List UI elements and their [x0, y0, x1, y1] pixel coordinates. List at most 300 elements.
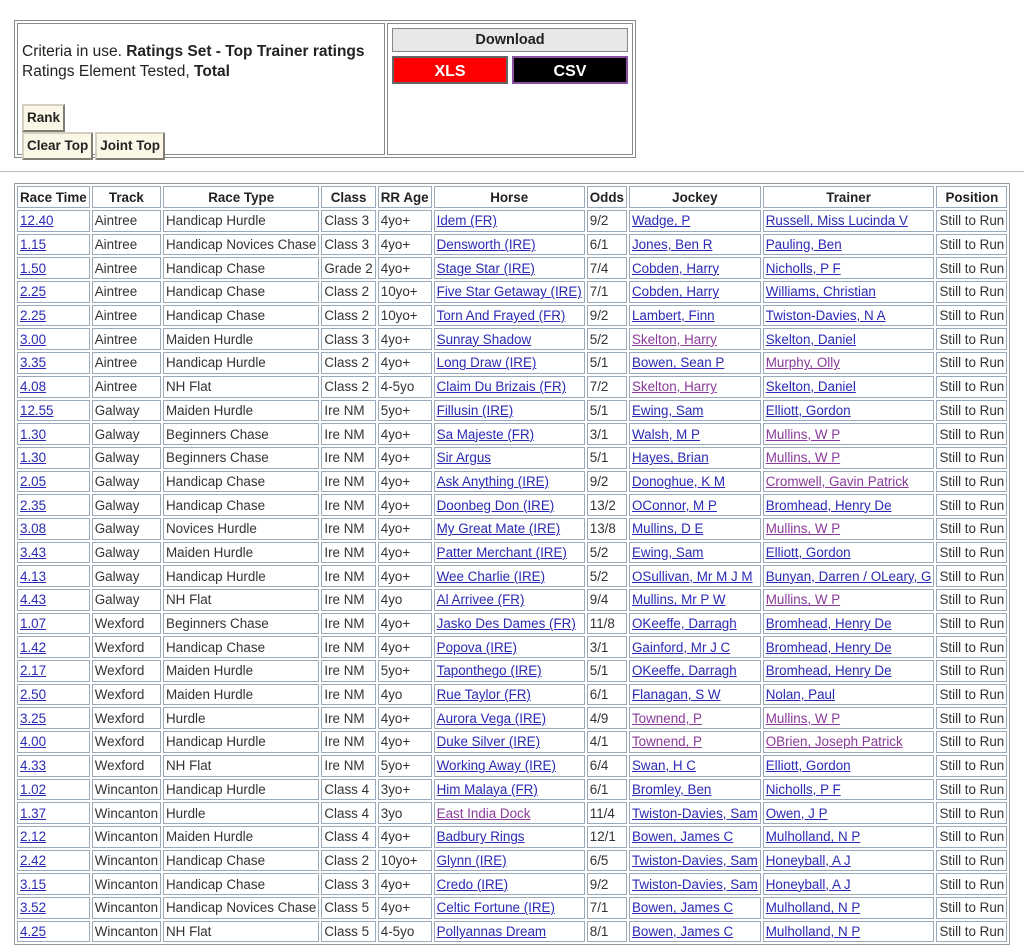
jockey-link[interactable]: Walsh, M P: [631, 426, 700, 442]
class-cell: Ire NM: [321, 471, 375, 493]
race-time-link[interactable]: 4.00: [20, 734, 47, 750]
rr-age-cell: 4yo+: [378, 897, 432, 919]
race-type-cell: Handicap Chase: [163, 305, 319, 327]
track-cell: Aintree: [92, 352, 161, 374]
class-cell: Ire NM: [321, 613, 375, 635]
element-prefix: Ratings Element Tested,: [22, 63, 195, 80]
ratings-set: Ratings Set - Top Trainer ratings: [126, 43, 365, 60]
trainer-link[interactable]: Mulholland, N P: [765, 923, 861, 939]
trainer-link[interactable]: Mullins, W P: [765, 592, 841, 608]
jockey-link[interactable]: Skelton, Harry: [631, 379, 717, 395]
race-time-link[interactable]: 2.35: [20, 497, 47, 513]
horse-link[interactable]: Badbury Rings: [436, 829, 525, 845]
jockey-link[interactable]: Bowen, James C: [631, 900, 734, 916]
odds-cell: 5/2: [587, 565, 627, 587]
class-cell: Class 5: [321, 897, 375, 919]
trainer-cell: [763, 447, 935, 469]
horse-cell: [434, 447, 585, 469]
trainer-link[interactable]: Twiston-Davies, N A: [765, 308, 886, 324]
track-cell: Aintree: [92, 234, 161, 256]
trainer-link[interactable]: Cromwell, Gavin Patrick: [765, 473, 909, 489]
jockey-cell: [629, 755, 761, 777]
position-cell: Still to Run: [936, 328, 1007, 350]
horse-link[interactable]: Credo (IRE): [436, 876, 509, 892]
time-cell: [17, 826, 90, 848]
trainer-link[interactable]: Bromhead, Henry De: [765, 616, 892, 632]
horse-link[interactable]: Torn And Frayed (FR): [436, 308, 566, 324]
position-cell: Still to Run: [936, 826, 1007, 848]
trainer-link[interactable]: Skelton, Daniel: [765, 379, 856, 395]
header-jockey[interactable]: Jockey: [629, 186, 761, 208]
trainer-link[interactable]: Mullins, W P: [765, 521, 841, 537]
jockey-link[interactable]: Bromley, Ben: [631, 781, 712, 797]
element-value: Total: [194, 63, 230, 80]
xls-button[interactable]: XLS: [392, 56, 508, 84]
horse-link[interactable]: Jasko Des Dames (FR): [436, 616, 576, 632]
horse-link[interactable]: Popova (IRE): [436, 639, 518, 655]
horse-link[interactable]: Aurora Vega (IRE): [436, 710, 547, 726]
jockey-link[interactable]: Skelton, Harry: [631, 331, 717, 347]
race-time-link[interactable]: 4.33: [20, 758, 47, 774]
class-cell: Ire NM: [321, 707, 375, 729]
race-time-link[interactable]: 2.25: [20, 308, 47, 324]
track-cell: Wincanton: [92, 802, 161, 824]
class-cell: Class 2: [321, 352, 375, 374]
class-cell: Ire NM: [321, 684, 375, 706]
jockey-link[interactable]: Bowen, James C: [631, 829, 734, 845]
horse-link[interactable]: Al Arrivee (FR): [436, 592, 525, 608]
track-cell: Galway: [92, 589, 161, 611]
trainer-cell: [763, 660, 935, 682]
odds-cell: 9/2: [587, 873, 627, 895]
jockey-cell: [629, 897, 761, 919]
table-row: [17, 850, 1007, 872]
jockey-link[interactable]: Mullins, Mr P W: [631, 592, 726, 608]
class-cell: Ire NM: [321, 589, 375, 611]
race-time-link[interactable]: 2.42: [20, 852, 47, 868]
jockey-link[interactable]: Hayes, Brian: [631, 450, 709, 466]
odds-cell: 11/4: [587, 802, 627, 824]
time-cell: [17, 921, 90, 943]
race-time-link[interactable]: 4.08: [20, 379, 47, 395]
horse-link[interactable]: Long Draw (IRE): [436, 355, 537, 371]
time-cell: [17, 660, 90, 682]
table-row: [17, 328, 1007, 350]
rank-button[interactable]: Rank: [22, 104, 65, 132]
trainer-link[interactable]: Williams, Christian: [765, 284, 876, 300]
race-type-cell: Handicap Chase: [163, 281, 319, 303]
rr-age-cell: 4yo: [378, 684, 432, 706]
header-track[interactable]: Track: [92, 186, 161, 208]
horse-cell: [434, 873, 585, 895]
rr-age-cell: 5yo+: [378, 400, 432, 422]
download-buttons: [392, 56, 628, 84]
class-cell: Class 5: [321, 921, 375, 943]
header-race-type[interactable]: Race Type: [163, 186, 319, 208]
header-race-time[interactable]: Race Time: [17, 186, 90, 208]
jockey-link[interactable]: Bowen, Sean P: [631, 355, 725, 371]
jockey-cell: [629, 376, 761, 398]
jockey-cell: [629, 518, 761, 540]
jockey-link[interactable]: Twiston-Davies, Sam: [631, 805, 758, 821]
horse-cell: [434, 850, 585, 872]
jockey-cell: [629, 423, 761, 445]
jockey-link[interactable]: Gainford, Mr J C: [631, 639, 731, 655]
table-row: [17, 518, 1007, 540]
horse-cell: [434, 328, 585, 350]
trainer-link[interactable]: Bunyan, Darren / OLeary, G: [765, 568, 932, 584]
trainer-link[interactable]: OBrien, Joseph Patrick: [765, 734, 903, 750]
class-cell: Ire NM: [321, 636, 375, 658]
trainer-cell: [763, 542, 935, 564]
rr-age-cell: 4yo+: [378, 210, 432, 232]
time-cell: [17, 376, 90, 398]
track-cell: Wincanton: [92, 873, 161, 895]
jockey-cell: [629, 779, 761, 801]
time-cell: [17, 707, 90, 729]
jockey-link[interactable]: Mullins, D E: [631, 521, 704, 537]
class-cell: Ire NM: [321, 518, 375, 540]
track-cell: Aintree: [92, 257, 161, 279]
odds-cell: 13/2: [587, 494, 627, 516]
time-cell: [17, 400, 90, 422]
track-cell: Wexford: [92, 660, 161, 682]
class-cell: Class 2: [321, 376, 375, 398]
horse-link[interactable]: Fillusin (IRE): [436, 402, 514, 418]
horse-cell: [434, 636, 585, 658]
odds-cell: 3/1: [587, 636, 627, 658]
horse-link[interactable]: Five Star Getaway (IRE): [436, 284, 582, 300]
trainer-link[interactable]: Elliott, Gordon: [765, 544, 851, 560]
horse-link[interactable]: Him Malaya (FR): [436, 781, 538, 797]
race-time-link[interactable]: 2.50: [20, 687, 47, 703]
trainer-link[interactable]: Murphy, Olly: [765, 355, 840, 371]
race-time-link[interactable]: 4.13: [20, 568, 47, 584]
horse-link[interactable]: Glynn (IRE): [436, 852, 507, 868]
horse-link[interactable]: Celtic Fortune (IRE): [436, 900, 555, 916]
trainer-link[interactable]: Skelton, Daniel: [765, 331, 856, 347]
trainer-cell: [763, 873, 935, 895]
horse-link[interactable]: Working Away (IRE): [436, 758, 556, 774]
time-cell: [17, 423, 90, 445]
trainer-link[interactable]: Bromhead, Henry De: [765, 663, 892, 679]
race-time-link[interactable]: 1.37: [20, 805, 47, 821]
trainer-link[interactable]: Nolan, Paul: [765, 687, 835, 703]
track-cell: Galway: [92, 494, 161, 516]
rr-age-cell: 4yo+: [378, 423, 432, 445]
table-row: [17, 826, 1007, 848]
jockey-link[interactable]: OKeeffe, Darragh: [631, 663, 737, 679]
jockey-link[interactable]: Donoghue, K M: [631, 473, 726, 489]
trainer-link[interactable]: Honeyball, A J: [765, 876, 851, 892]
header-trainer[interactable]: Trainer: [763, 186, 935, 208]
class-cell: Ire NM: [321, 400, 375, 422]
table-row: [17, 707, 1007, 729]
race-type-cell: Handicap Chase: [163, 257, 319, 279]
track-cell: Aintree: [92, 376, 161, 398]
race-time-link[interactable]: 12.55: [20, 402, 54, 418]
odds-cell: 9/2: [587, 471, 627, 493]
jockey-link[interactable]: Bowen, James C: [631, 923, 734, 939]
jockey-link[interactable]: Twiston-Davies, Sam: [631, 876, 758, 892]
class-cell: Ire NM: [321, 494, 375, 516]
rr-age-cell: 4yo+: [378, 518, 432, 540]
race-time-link[interactable]: 1.15: [20, 237, 47, 253]
race-time-link[interactable]: 3.52: [20, 900, 47, 916]
track-cell: Galway: [92, 518, 161, 540]
odds-cell: 7/4: [587, 257, 627, 279]
horse-link[interactable]: Densworth (IRE): [436, 237, 536, 253]
race-time-link[interactable]: 1.02: [20, 781, 47, 797]
race-type-cell: Handicap Chase: [163, 850, 319, 872]
trainer-link[interactable]: Mullins, W P: [765, 450, 841, 466]
jockey-link[interactable]: Swan, H C: [631, 758, 696, 774]
jockey-link[interactable]: OKeeffe, Darragh: [631, 616, 737, 632]
race-type-cell: Hurdle: [163, 802, 319, 824]
rr-age-cell: 4yo+: [378, 707, 432, 729]
horse-link[interactable]: Sir Argus: [436, 450, 491, 466]
horse-cell: [434, 281, 585, 303]
race-time-link[interactable]: 1.07: [20, 616, 47, 632]
race-time-link[interactable]: 4.25: [20, 923, 47, 939]
track-cell: Wexford: [92, 636, 161, 658]
jockey-cell: [629, 281, 761, 303]
class-cell: Class 2: [321, 281, 375, 303]
jockey-cell: [629, 494, 761, 516]
horse-link[interactable]: Ask Anything (IRE): [436, 473, 550, 489]
trainer-cell: [763, 376, 935, 398]
jockey-cell: [629, 305, 761, 327]
time-cell: [17, 779, 90, 801]
trainer-link[interactable]: Bromhead, Henry De: [765, 497, 892, 513]
jockey-link[interactable]: Cobden, Harry: [631, 260, 720, 276]
trainer-link[interactable]: Elliott, Gordon: [765, 758, 851, 774]
trainer-cell: [763, 613, 935, 635]
horse-link[interactable]: East India Dock: [436, 805, 531, 821]
race-type-cell: Handicap Hurdle: [163, 210, 319, 232]
time-cell: [17, 471, 90, 493]
jockey-cell: [629, 565, 761, 587]
jockey-cell: [629, 447, 761, 469]
header-horse[interactable]: Horse: [434, 186, 585, 208]
race-time-link[interactable]: 1.50: [20, 260, 47, 276]
time-cell: [17, 850, 90, 872]
horse-link[interactable]: My Great Mate (IRE): [436, 521, 561, 537]
rr-age-cell: 3yo+: [378, 779, 432, 801]
track-cell: Wexford: [92, 707, 161, 729]
jockey-cell: [629, 257, 761, 279]
jockey-link[interactable]: Townend, P: [631, 734, 702, 750]
trainer-link[interactable]: Mullins, W P: [765, 710, 841, 726]
trainer-cell: [763, 921, 935, 943]
position-cell: Still to Run: [936, 684, 1007, 706]
class-cell: Class 3: [321, 873, 375, 895]
horse-link[interactable]: Wee Charlie (IRE): [436, 568, 546, 584]
table-row: [17, 494, 1007, 516]
race-time-link[interactable]: 3.15: [20, 876, 47, 892]
joint-top-button[interactable]: Joint Top: [95, 132, 165, 160]
criteria-prefix: Criteria in use.: [22, 43, 127, 60]
header-position[interactable]: Position: [936, 186, 1007, 208]
horse-link[interactable]: Stage Star (IRE): [436, 260, 535, 276]
time-cell: [17, 210, 90, 232]
odds-cell: 4/9: [587, 707, 627, 729]
odds-cell: 6/5: [587, 850, 627, 872]
table-row: [17, 660, 1007, 682]
odds-cell: 5/1: [587, 352, 627, 374]
horse-cell: [434, 376, 585, 398]
horse-cell: [434, 684, 585, 706]
race-time-link[interactable]: 2.17: [20, 663, 47, 679]
horse-cell: [434, 731, 585, 753]
trainer-link[interactable]: Russell, Miss Lucinda V: [765, 213, 908, 229]
race-type-cell: Maiden Hurdle: [163, 542, 319, 564]
position-cell: Still to Run: [936, 897, 1007, 919]
csv-button[interactable]: CSV: [512, 56, 628, 84]
race-time-link[interactable]: 4.43: [20, 592, 47, 608]
jockey-cell: [629, 636, 761, 658]
trainer-link[interactable]: Honeyball, A J: [765, 852, 851, 868]
race-time-link[interactable]: 3.08: [20, 521, 47, 537]
position-cell: Still to Run: [936, 755, 1007, 777]
trainer-link[interactable]: Mulholland, N P: [765, 900, 861, 916]
jockey-link[interactable]: Ewing, Sam: [631, 544, 704, 560]
race-time-link[interactable]: 3.00: [20, 331, 47, 347]
trainer-link[interactable]: Mullins, W P: [765, 426, 841, 442]
divider: [0, 171, 1024, 172]
horse-link[interactable]: Sa Majeste (FR): [436, 426, 535, 442]
race-time-link[interactable]: 1.42: [20, 639, 47, 655]
class-cell: Class 3: [321, 328, 375, 350]
trainer-link[interactable]: Nicholls, P F: [765, 781, 841, 797]
position-cell: Still to Run: [936, 423, 1007, 445]
trainer-cell: [763, 684, 935, 706]
jockey-link[interactable]: Wadge, P: [631, 213, 691, 229]
trainer-cell: [763, 731, 935, 753]
odds-cell: 6/4: [587, 755, 627, 777]
jockey-cell: [629, 731, 761, 753]
jockey-link[interactable]: Ewing, Sam: [631, 402, 704, 418]
horse-link[interactable]: Duke Silver (IRE): [436, 734, 541, 750]
position-cell: Still to Run: [936, 447, 1007, 469]
track-cell: Aintree: [92, 210, 161, 232]
table-row: [17, 636, 1007, 658]
trainer-cell: [763, 210, 935, 232]
clear-top-button[interactable]: Clear Top: [22, 132, 93, 160]
race-type-cell: NH Flat: [163, 589, 319, 611]
race-time-link[interactable]: 2.05: [20, 473, 47, 489]
header-odds[interactable]: Odds: [587, 186, 627, 208]
jockey-link[interactable]: OSullivan, Mr M J M: [631, 568, 753, 584]
trainer-cell: [763, 352, 935, 374]
horse-link[interactable]: Idem (FR): [436, 213, 497, 229]
time-cell: [17, 565, 90, 587]
race-time-link[interactable]: 12.40: [20, 213, 54, 229]
position-cell: Still to Run: [936, 921, 1007, 943]
jockey-cell: [629, 802, 761, 824]
horse-link[interactable]: Patter Merchant (IRE): [436, 544, 567, 560]
race-time-link[interactable]: 2.12: [20, 829, 47, 845]
track-cell: Wexford: [92, 731, 161, 753]
rr-age-cell: 4yo+: [378, 826, 432, 848]
rr-age-cell: 3yo: [378, 802, 432, 824]
trainer-link[interactable]: Bromhead, Henry De: [765, 639, 892, 655]
trainer-link[interactable]: Pauling, Ben: [765, 237, 842, 253]
horse-link[interactable]: Rue Taylor (FR): [436, 687, 531, 703]
race-type-cell: Maiden Hurdle: [163, 328, 319, 350]
class-cell: Class 2: [321, 305, 375, 327]
horse-cell: [434, 471, 585, 493]
jockey-cell: [629, 613, 761, 635]
track-cell: Aintree: [92, 281, 161, 303]
trainer-link[interactable]: Owen, J P: [765, 805, 828, 821]
horse-link[interactable]: Taponthego (IRE): [436, 663, 542, 679]
race-time-link[interactable]: 3.35: [20, 355, 47, 371]
header-rr-age[interactable]: RR Age: [378, 186, 432, 208]
horse-link[interactable]: Pollyannas Dream: [436, 923, 547, 939]
table-row: [17, 921, 1007, 943]
time-cell: [17, 684, 90, 706]
jockey-link[interactable]: OConnor, M P: [631, 497, 717, 513]
race-time-link[interactable]: 3.25: [20, 710, 47, 726]
jockey-cell: [629, 921, 761, 943]
odds-cell: 5/2: [587, 542, 627, 564]
table-row: [17, 447, 1007, 469]
jockey-link[interactable]: Cobden, Harry: [631, 284, 720, 300]
time-cell: [17, 447, 90, 469]
race-time-link[interactable]: 1.30: [20, 426, 47, 442]
results-table-wrap: [14, 183, 1010, 945]
download-panel: [387, 23, 633, 155]
horse-cell: [434, 613, 585, 635]
race-time-link[interactable]: 2.25: [20, 284, 47, 300]
jockey-link[interactable]: Townend, P: [631, 710, 702, 726]
trainer-link[interactable]: Mulholland, N P: [765, 829, 861, 845]
race-time-link[interactable]: 3.43: [20, 544, 47, 560]
race-type-cell: Maiden Hurdle: [163, 684, 319, 706]
track-cell: Wincanton: [92, 826, 161, 848]
position-cell: Still to Run: [936, 234, 1007, 256]
horse-link[interactable]: Sunray Shadow: [436, 331, 532, 347]
trainer-cell: [763, 518, 935, 540]
horse-cell: [434, 305, 585, 327]
horse-cell: [434, 707, 585, 729]
table-row: [17, 565, 1007, 587]
trainer-link[interactable]: Nicholls, P F: [765, 260, 841, 276]
trainer-cell: [763, 257, 935, 279]
race-type-cell: NH Flat: [163, 755, 319, 777]
position-cell: Still to Run: [936, 281, 1007, 303]
odds-cell: 5/1: [587, 660, 627, 682]
header-class[interactable]: Class: [321, 186, 375, 208]
horse-cell: [434, 589, 585, 611]
jockey-link[interactable]: Jones, Ben R: [631, 237, 713, 253]
race-time-link[interactable]: 1.30: [20, 450, 47, 466]
rr-age-cell: 4yo+: [378, 257, 432, 279]
horse-link[interactable]: Doonbeg Don (IRE): [436, 497, 555, 513]
position-cell: Still to Run: [936, 376, 1007, 398]
race-type-cell: Beginners Chase: [163, 613, 319, 635]
trainer-link[interactable]: Elliott, Gordon: [765, 402, 851, 418]
table-row: [17, 305, 1007, 327]
jockey-link[interactable]: Flanagan, S W: [631, 687, 721, 703]
jockey-cell: [629, 850, 761, 872]
jockey-link[interactable]: Twiston-Davies, Sam: [631, 852, 758, 868]
track-cell: Galway: [92, 423, 161, 445]
horse-link[interactable]: Claim Du Brizais (FR): [436, 379, 567, 395]
jockey-link[interactable]: Lambert, Finn: [631, 308, 715, 324]
table-row: [17, 400, 1007, 422]
